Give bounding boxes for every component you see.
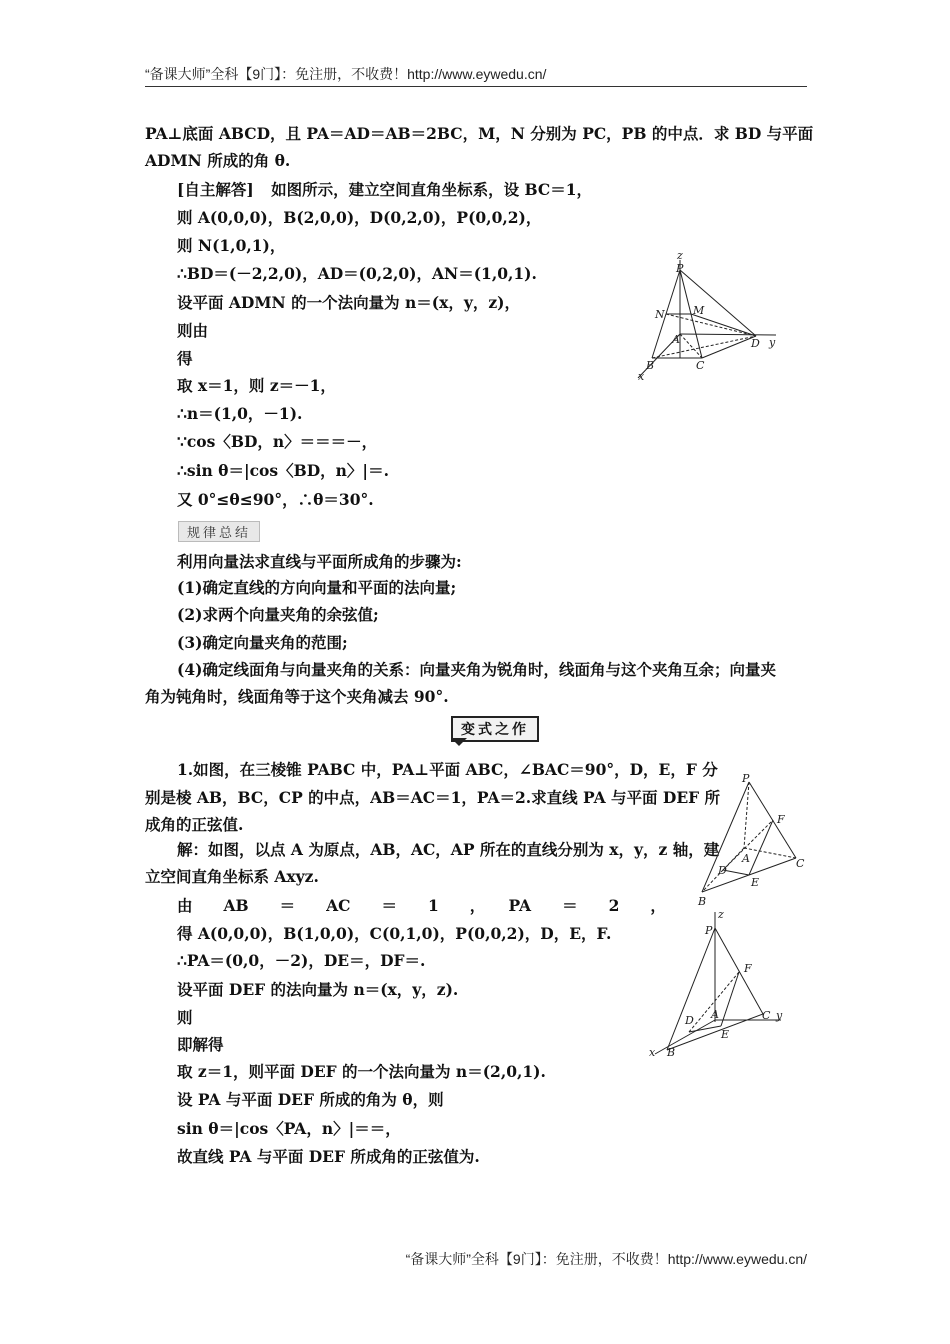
figure2-label-p: P — [742, 772, 750, 785]
figure1-label-m: M — [693, 304, 705, 317]
exercise-solution-12: 故直线 PA 与平面 DEF 所成角的正弦值为. — [177, 1147, 480, 1166]
page-header: “备课大师”全科【9门】：免注册，不收费！http://www.eywedu.cn/ — [145, 66, 547, 82]
exercise-solution-4: 得 A(0,0,0)，B(1,0,0)，C(0,1,0)，P(0,0,2)，D，E，F. — [177, 924, 612, 943]
figure1-label-p: P — [676, 262, 684, 275]
figure3-label-z: z — [718, 908, 724, 921]
figure2-label-f: F — [777, 813, 785, 826]
exercise-solution-6: 设平面 DEF 的法向量为 n＝(x，y，z). — [177, 980, 459, 999]
exercise-solution-5: ∴PA＝(0,0，－2)，DE＝，DF＝. — [177, 951, 426, 970]
solution-text: 如图所示，建立空间直角坐标系，设 BC＝1， — [271, 180, 592, 199]
figure3-label-b: B — [667, 1046, 676, 1059]
exercise-solution-3: 由 AB ＝ AC ＝ 1 ， PA ＝ 2 ， — [177, 896, 666, 915]
solution-line-9: ∴n＝(1,0，－1). — [177, 404, 303, 423]
pyramid-figure-1 — [630, 248, 790, 383]
problem-line-2: ADMN 所成的角 θ. — [145, 151, 291, 170]
exercise-solution-2: 立空间直角坐标系 Axyz. — [145, 867, 319, 886]
figure1-label-y: y — [769, 336, 776, 349]
figure3-label-c: C — [762, 1009, 771, 1022]
solution-line-5: 设平面 ADMN 的一个法向量为 n＝(x，y，z)， — [177, 293, 520, 312]
header-divider — [145, 86, 807, 87]
solution-line-4: ∴BD＝(－2,2,0)，AD＝(0,2,0)，AN＝(1,0,1). — [177, 264, 537, 283]
summary-step-4-line-2: 角为钝角时，线面角等于这个夹角减去 90°. — [145, 687, 449, 706]
figure3-label-x: x — [649, 1046, 656, 1059]
figure3-label-d: D — [685, 1014, 694, 1027]
exercise-line-3: 成角的正弦值. — [145, 815, 244, 834]
figure2-label-b: B — [698, 895, 707, 908]
figure2-label-c: C — [796, 857, 805, 870]
exercise-solution-1: 解：如图，以点 A 为原点，AB，AC，AP 所在的直线分别为 x，y，z 轴，建 — [177, 840, 720, 859]
figure3-label-f: F — [744, 962, 752, 975]
figure1-label-b: B — [646, 359, 655, 372]
figure1-label-z: z — [677, 249, 683, 262]
summary-step-3: (3)确定向量夹角的范围; — [177, 633, 348, 652]
exercise-solution-9: 取 z＝1，则平面 DEF 的一个法向量为 n＝(2,0,1). — [177, 1062, 546, 1081]
figure2-label-a: A — [742, 852, 750, 865]
figure1-label-x: x — [638, 370, 645, 383]
exercise-solution-11: sin θ＝|cos〈PA，n〉|＝＝， — [177, 1119, 401, 1138]
figure1-label-d: D — [751, 337, 760, 350]
solution-line-1 — [177, 180, 592, 200]
figure3-label-y: y — [776, 1009, 783, 1022]
exercise-solution-8: 即解得 — [177, 1035, 224, 1054]
solution-label: [自主解答] — [177, 180, 254, 199]
exercise-line-1: 1.如图，在三棱锥 PABC 中，PA⊥平面 ABC，∠BAC＝90°，D，E，F 分 — [177, 760, 718, 779]
figure1-label-a: A — [672, 333, 680, 346]
solution-line-8: 取 x＝1，则 z＝－1， — [177, 376, 336, 395]
figure1-label-n: N — [655, 308, 665, 321]
summary-step-2: (2)求两个向量夹角的余弦值; — [177, 605, 379, 624]
figure2-label-e: E — [751, 876, 760, 889]
solution-line-2: 则 A(0,0,0)，B(2,0,0)，D(0,2,0)，P(0,0,2)， — [177, 208, 542, 227]
page-footer: “备课大师”全科【9门】：免注册，不收费！http://www.eywedu.cn/ — [405, 1251, 807, 1267]
figure1-label-c: C — [696, 359, 705, 372]
tetrahedron-figure-3 — [645, 908, 790, 1060]
problem-line-1: PA⊥底面 ABCD，且 PA＝AD＝AB＝2BC，M，N 分别为 PC，PB 的中点．求 BD 与平面 — [145, 124, 814, 143]
solution-line-11: ∴sin θ＝|cos〈BD，n〉|＝. — [177, 461, 389, 480]
tetrahedron-figure-2 — [692, 770, 812, 910]
summary-step-4-line-1: (4)确定线面角与向量夹角的关系：向量夹角为锐角时，线面角与这个夹角互余；向量夹 — [177, 660, 776, 679]
summary-step-1: (1)确定直线的方向向量和平面的法向量; — [177, 578, 457, 597]
solution-line-3: 则 N(1,0,1)， — [177, 236, 286, 255]
solution-line-12: 又 0°≤θ≤90°，∴θ＝30°. — [177, 490, 374, 509]
summary-badge: 规律总结 — [178, 521, 260, 542]
variant-banner-text: 变式之作 — [451, 716, 539, 742]
figure3-label-p: P — [705, 924, 713, 937]
exercise-solution-10: 设 PA 与平面 DEF 所成的角为 θ，则 — [177, 1090, 444, 1109]
solution-line-10: ∵cos〈BD，n〉＝＝＝－， — [177, 432, 378, 451]
variant-banner — [443, 716, 543, 744]
figure3-label-a: A — [711, 1008, 719, 1021]
variant-banner-pointer — [451, 738, 467, 746]
figure3-label-e: E — [721, 1028, 730, 1041]
exercise-line-2: 别是棱 AB，BC，CP 的中点，AB＝AC＝1，PA＝2.求直线 PA 与平面 DEF 所 — [145, 788, 721, 807]
summary-intro: 利用向量法求直线与平面所成角的步骤为: — [177, 552, 462, 571]
solution-line-6: 则由 — [177, 321, 209, 340]
figure2-label-d: D — [718, 864, 727, 877]
exercise-solution-7: 则 — [177, 1008, 193, 1027]
solution-line-7: 得 — [177, 349, 193, 368]
